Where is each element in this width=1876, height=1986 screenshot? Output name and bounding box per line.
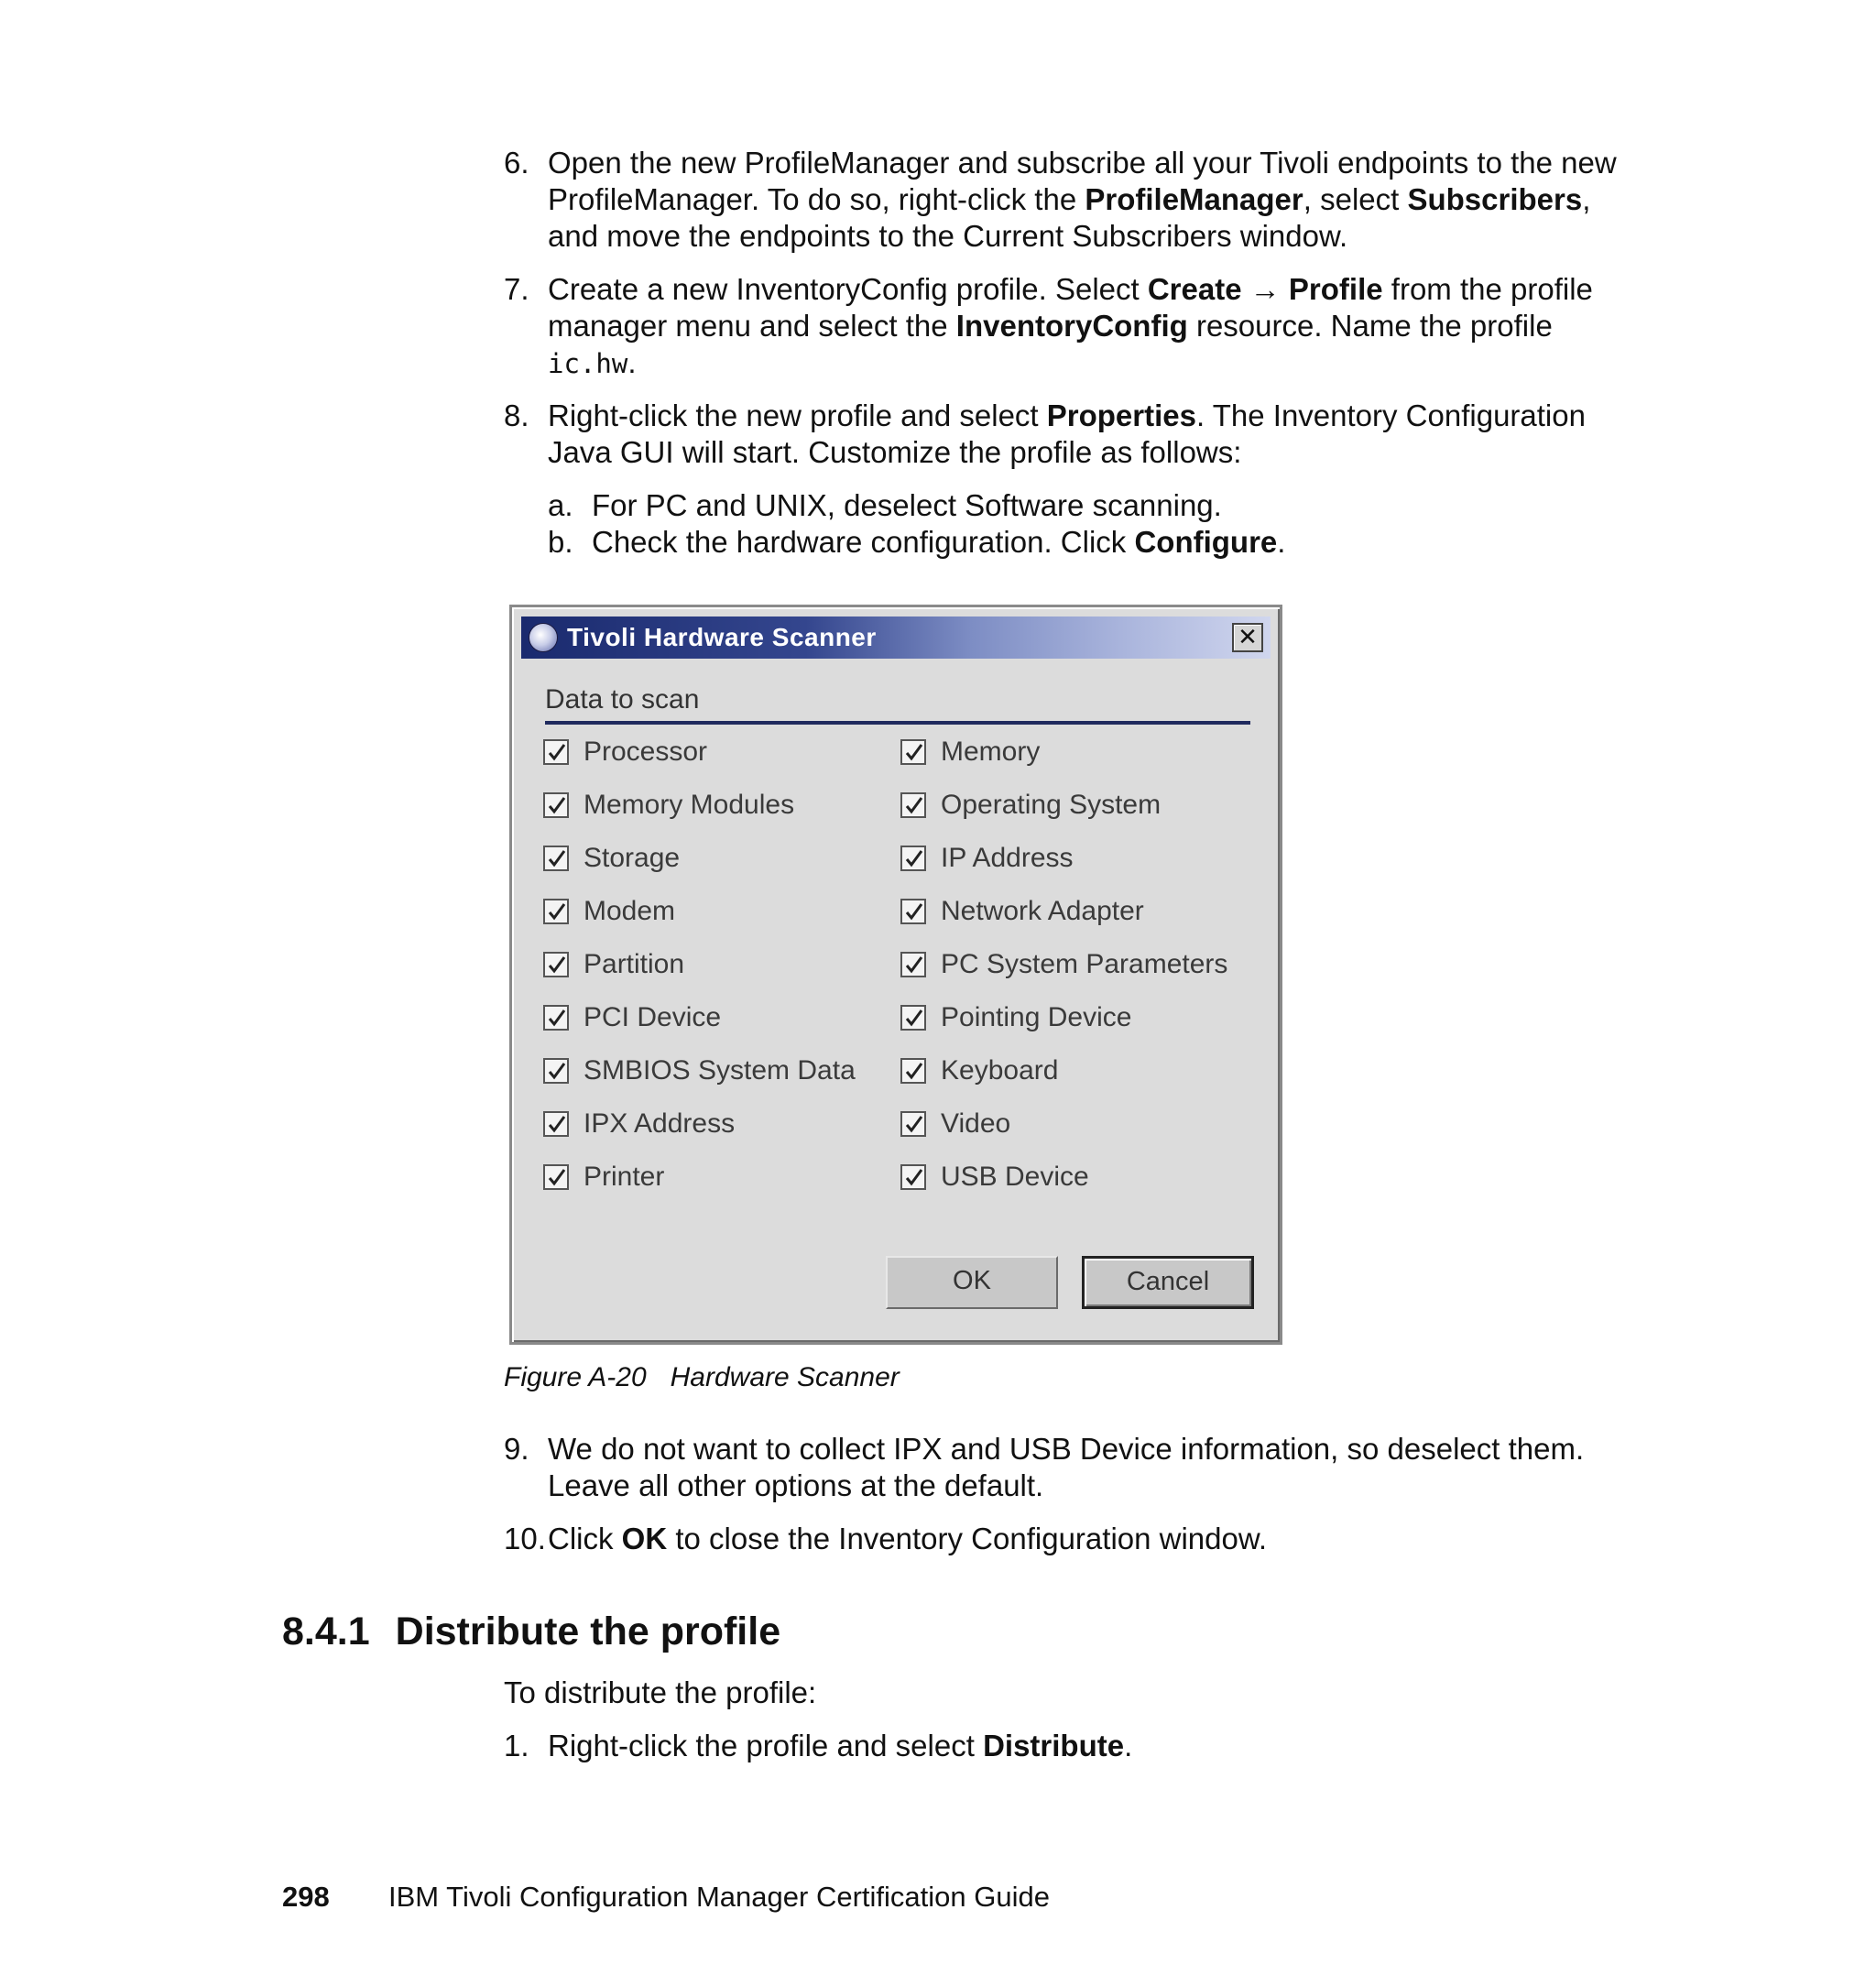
option-label: Modem bbox=[584, 896, 676, 926]
step-number: 7. bbox=[504, 272, 529, 306]
option-label: Partition bbox=[584, 949, 685, 979]
step-8 bbox=[504, 398, 1603, 471]
checkbox[interactable] bbox=[900, 739, 926, 765]
checkmark-icon bbox=[547, 1114, 567, 1134]
substep-letter: a. bbox=[548, 488, 573, 522]
option-label: Keyboard bbox=[941, 1055, 1059, 1086]
checkbox[interactable] bbox=[900, 1111, 926, 1137]
checkmark-icon bbox=[547, 1008, 567, 1028]
option-label: Processor bbox=[584, 737, 708, 767]
option-label: PC System Parameters bbox=[941, 949, 1228, 979]
section-title-data-to-scan: Data to scan bbox=[545, 684, 700, 715]
substep-a bbox=[548, 487, 1555, 524]
text-run: Right-click the profile and select bbox=[548, 1729, 984, 1762]
text-run: , select bbox=[1303, 182, 1408, 216]
dialog-title: Tivoli Hardware Scanner bbox=[567, 623, 877, 651]
text-run: from the profile manager menu and select the bbox=[548, 272, 1593, 343]
checkmark-icon bbox=[547, 901, 567, 922]
section-title: Distribute the profile bbox=[395, 1610, 781, 1653]
text-run: to close the Inventory Configuration window. bbox=[667, 1522, 1268, 1555]
checkbox[interactable] bbox=[543, 739, 569, 765]
option-label: IPX Address bbox=[584, 1108, 736, 1139]
text-run: Check the hardware configuration. Click bbox=[592, 525, 1135, 559]
checkmark-icon bbox=[547, 742, 567, 762]
cancel-button[interactable]: Cancel bbox=[1082, 1256, 1254, 1309]
checkmark-icon bbox=[904, 1114, 924, 1134]
checkbox[interactable] bbox=[543, 1058, 569, 1084]
checkmark-icon bbox=[547, 848, 567, 868]
ui-term: ProfileManager bbox=[1085, 182, 1303, 216]
figure-number: Figure A-20 bbox=[504, 1362, 647, 1392]
page-number: 298 bbox=[282, 1881, 330, 1913]
step-number: 10. bbox=[504, 1522, 546, 1555]
text-run: . The Inventory Configuration Java GUI will start. Customize the profile as follows: bbox=[548, 398, 1586, 469]
text-run: We do not want to collect IPX and USB Device information, so deselect them. Leave all other options at the default. bbox=[548, 1432, 1585, 1502]
checkmark-icon bbox=[904, 901, 924, 922]
option-label: Printer bbox=[584, 1162, 665, 1192]
checkmark-icon bbox=[904, 955, 924, 975]
checkmark-icon bbox=[904, 1008, 924, 1028]
checkbox[interactable] bbox=[900, 952, 926, 977]
option-label: SMBIOS System Data bbox=[584, 1055, 856, 1086]
book-title: IBM Tivoli Configuration Manager Certification Guide bbox=[388, 1881, 1050, 1913]
option-label: PCI Device bbox=[584, 1002, 722, 1032]
substep-letter: b. bbox=[548, 525, 573, 559]
ui-term: Profile bbox=[1288, 272, 1383, 306]
checkmark-icon bbox=[904, 742, 924, 762]
section-number: 8.4.1 bbox=[282, 1610, 370, 1653]
text-run: Open the new ProfileManager and subscribe all your Tivoli endpoints to the new ProfileManager. To do so, right-click the bbox=[548, 146, 1617, 216]
ui-term: Configure bbox=[1134, 525, 1278, 559]
text-run: , and move the endpoints to the Current Subscribers window. bbox=[548, 182, 1591, 253]
checkmark-icon bbox=[547, 1167, 567, 1187]
checkmark-icon bbox=[547, 1061, 567, 1081]
option-label: Network Adapter bbox=[941, 896, 1144, 926]
checkbox[interactable] bbox=[900, 1058, 926, 1084]
checkbox[interactable] bbox=[543, 899, 569, 924]
option-label: IP Address bbox=[941, 843, 1074, 873]
checkbox[interactable] bbox=[543, 846, 569, 871]
substep-b bbox=[548, 524, 1555, 561]
ui-term: InventoryConfig bbox=[955, 309, 1188, 343]
step-10 bbox=[504, 1521, 1603, 1557]
text-run: . bbox=[627, 345, 637, 379]
hardware-scanner-dialog bbox=[509, 605, 1282, 1345]
option-label: Memory bbox=[941, 737, 1041, 767]
dialog-title-bar[interactable] bbox=[521, 617, 1271, 659]
code-name: ic.hw bbox=[548, 348, 628, 379]
step-9 bbox=[504, 1431, 1603, 1504]
checkmark-icon bbox=[547, 795, 567, 815]
step-number: 1. bbox=[504, 1729, 529, 1762]
figure-title: Hardware Scanner bbox=[670, 1362, 900, 1392]
ui-term: OK bbox=[621, 1522, 668, 1555]
text-run: resource. Name the profile bbox=[1187, 309, 1553, 343]
step-number: 6. bbox=[504, 146, 529, 180]
ui-term: Create bbox=[1147, 272, 1242, 306]
option-label: Memory Modules bbox=[584, 790, 795, 820]
checkbox[interactable] bbox=[543, 952, 569, 977]
checkmark-icon bbox=[904, 1167, 924, 1187]
option-label: Storage bbox=[584, 843, 681, 873]
step-text bbox=[548, 1728, 1629, 1764]
text-run: Create a new InventoryConfig profile. Select bbox=[548, 272, 1148, 306]
option-label: Video bbox=[941, 1108, 1011, 1139]
substep-text bbox=[592, 524, 1599, 561]
checkbox[interactable] bbox=[900, 846, 926, 871]
ui-term: Distribute bbox=[983, 1729, 1125, 1762]
ui-term: Subscribers bbox=[1407, 182, 1583, 216]
checkbox[interactable] bbox=[543, 1005, 569, 1031]
step-text bbox=[548, 1431, 1629, 1504]
section-divider bbox=[545, 721, 1250, 725]
checkbox[interactable] bbox=[900, 1005, 926, 1031]
text-run: . bbox=[1277, 525, 1286, 559]
option-label: Pointing Device bbox=[941, 1002, 1132, 1032]
close-icon: ✕ bbox=[1238, 623, 1258, 650]
ok-button[interactable]: OK bbox=[886, 1256, 1058, 1309]
step-text bbox=[548, 1521, 1629, 1557]
checkmark-icon bbox=[904, 795, 924, 815]
text-run: For PC and UNIX, deselect Software scanning. bbox=[592, 488, 1222, 522]
option-label: Operating System bbox=[941, 790, 1162, 820]
step-6 bbox=[504, 145, 1617, 255]
step-number: 9. bbox=[504, 1432, 529, 1466]
ui-term: Properties bbox=[1046, 398, 1196, 432]
intro-paragraph: To distribute the profile: bbox=[504, 1675, 817, 1709]
tivoli-app-icon bbox=[529, 623, 558, 652]
step-text bbox=[548, 271, 1629, 382]
step-number: 8. bbox=[504, 398, 529, 432]
text-run: Click bbox=[548, 1522, 622, 1555]
section-heading bbox=[282, 1609, 780, 1654]
checkbox[interactable] bbox=[900, 792, 926, 818]
checkbox[interactable] bbox=[543, 792, 569, 818]
text-run: Right-click the new profile and select bbox=[548, 398, 1047, 432]
checkmark-icon bbox=[547, 955, 567, 975]
arrow-glyph: → bbox=[1241, 272, 1289, 306]
checkbox[interactable] bbox=[543, 1164, 569, 1190]
checkbox[interactable] bbox=[900, 1164, 926, 1190]
step-text bbox=[548, 398, 1629, 471]
step-1 bbox=[504, 1728, 1603, 1764]
option-label: USB Device bbox=[941, 1162, 1089, 1192]
close-button[interactable] bbox=[1232, 623, 1263, 652]
checkmark-icon bbox=[904, 848, 924, 868]
checkbox[interactable] bbox=[543, 1111, 569, 1137]
checkmark-icon bbox=[904, 1061, 924, 1081]
substep-text bbox=[592, 487, 1599, 524]
step-text bbox=[548, 145, 1629, 255]
checkbox[interactable] bbox=[900, 899, 926, 924]
step-7 bbox=[504, 271, 1603, 381]
figure-caption bbox=[504, 1361, 900, 1394]
text-run: . bbox=[1124, 1729, 1133, 1762]
